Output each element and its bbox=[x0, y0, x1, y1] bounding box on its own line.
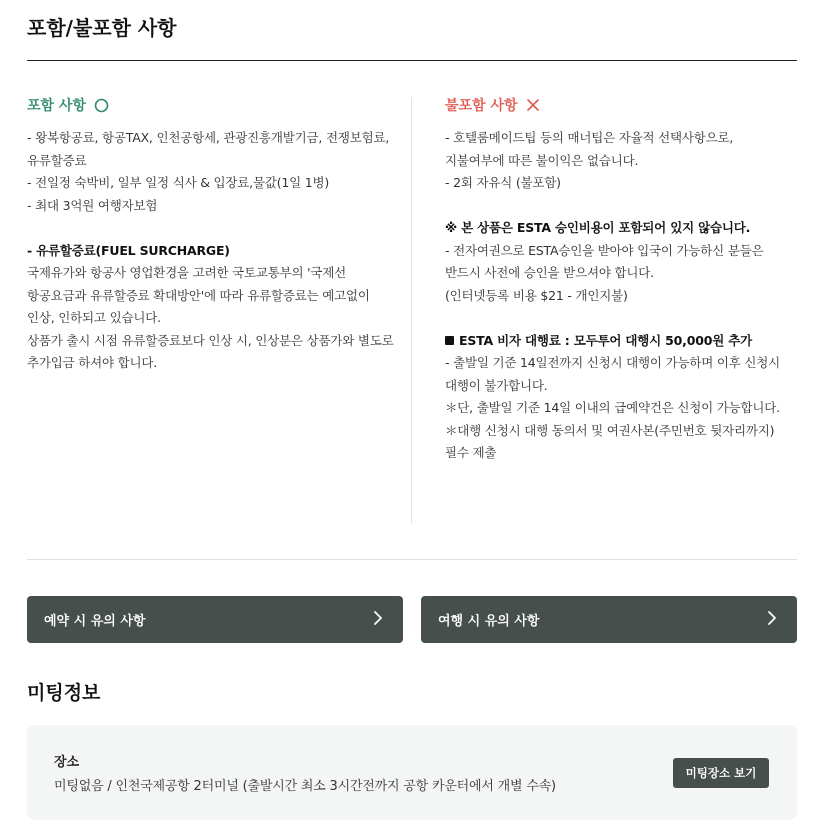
list-item bbox=[445, 442, 805, 465]
list-item-text: 상품가 출시 시점 유류할증료보다 인상 시, 인상분은 상품가와 별도로 bbox=[27, 332, 394, 348]
list-item-text: (인터넷등록 비용 $21 - 개인지불) bbox=[445, 287, 628, 303]
list-item-text: - 2회 자유식 (불포함) bbox=[445, 175, 561, 190]
content-divider bbox=[27, 559, 797, 560]
circle-check-icon bbox=[94, 98, 109, 113]
section-divider bbox=[27, 60, 797, 61]
excluded-list bbox=[445, 127, 805, 465]
list-spacer bbox=[445, 307, 805, 330]
list-item bbox=[445, 172, 805, 195]
list-item-text: 필수 제출 bbox=[445, 445, 497, 460]
list-item bbox=[27, 330, 412, 353]
included-column bbox=[27, 95, 412, 375]
meeting-title: 미팅정보 bbox=[27, 682, 101, 704]
list-item-text: ＊대행 신청시 대행 동의서 및 여권사본(주민번호 뒷자리까지) bbox=[445, 422, 775, 438]
excluded-column bbox=[445, 95, 805, 465]
view-meeting-place-button[interactable]: 미팅장소 보기 bbox=[673, 758, 769, 788]
list-spacer bbox=[27, 217, 412, 240]
chevron-right-icon bbox=[373, 610, 383, 630]
excluded-title: 불포함 사항 bbox=[445, 98, 518, 114]
booking-notice-label: 예약 시 유의 사항 bbox=[44, 614, 146, 629]
list-item bbox=[445, 352, 805, 375]
list-item-text: - 전일정 숙박비, 일부 일정 식사 & 입장료,물값(1일 1병) bbox=[27, 175, 330, 190]
list-item bbox=[445, 375, 805, 398]
list-item bbox=[445, 150, 805, 173]
list-item-text: 국제유가와 항공사 영업환경을 고려한 국토교통부의 '국제선 bbox=[27, 265, 346, 280]
list-item bbox=[445, 330, 805, 353]
list-item bbox=[445, 217, 805, 240]
meeting-place-label: 장소 bbox=[54, 755, 80, 770]
list-item bbox=[27, 172, 412, 195]
square-bullet-icon bbox=[445, 336, 454, 345]
list-item bbox=[445, 397, 805, 420]
list-item-text: ※ 본 상품은 ESTA 승인비용이 포함되어 있지 않습니다. bbox=[445, 220, 751, 235]
meeting-info-box bbox=[27, 725, 797, 820]
list-item-text: 항공요금과 유류할증료 확대방안'에 따라 유류할증료는 예고없이 bbox=[27, 287, 370, 303]
list-item-text: 추가입금 하셔야 합니다. bbox=[27, 355, 158, 370]
list-item-text: ESTA 비자 대행료 : 모두투어 대행시 50,000원 추가 bbox=[459, 332, 752, 348]
list-item bbox=[445, 420, 805, 443]
list-item-text: 유류할증료 bbox=[27, 152, 87, 168]
list-item bbox=[27, 195, 412, 218]
list-item bbox=[445, 262, 805, 285]
chevron-right-icon bbox=[767, 610, 777, 630]
included-header bbox=[27, 95, 412, 115]
list-item bbox=[445, 240, 805, 263]
meeting-place-text: 미팅없음 / 인천국제공항 2터미널 (출발시간 최소 3시간전까지 공항 카운터에서 개별 수속) bbox=[54, 779, 556, 794]
travel-notice-label: 여행 시 유의 사항 bbox=[438, 614, 540, 629]
list-item-text: 인상, 인하되고 있습니다. bbox=[27, 310, 161, 325]
excluded-header bbox=[445, 95, 805, 115]
list-item bbox=[27, 240, 412, 263]
included-title: 포함 사항 bbox=[27, 98, 86, 114]
list-item-text: - 왕복항공료, 항공TAX, 인천공항세, 관광진흥개발기금, 전쟁보험료, bbox=[27, 130, 390, 145]
list-item bbox=[27, 307, 412, 330]
x-icon bbox=[526, 98, 540, 112]
list-item-text: - 전자여권으로 ESTA승인을 받아야 입국이 가능하신 분들은 bbox=[445, 242, 764, 258]
list-item-text: 지불여부에 따른 불이익은 없습니다. bbox=[445, 152, 639, 168]
list-item bbox=[445, 285, 805, 308]
column-divider bbox=[411, 97, 412, 524]
list-item-text: - 유류할증료(FUEL SURCHARGE) bbox=[27, 242, 230, 258]
list-item-text: - 출발일 기준 14일전까지 신청시 대행이 가능하며 이후 신청시 bbox=[445, 355, 781, 370]
list-item bbox=[27, 285, 412, 308]
booking-notice-button[interactable] bbox=[27, 596, 403, 643]
travel-notice-button[interactable] bbox=[421, 596, 797, 643]
list-item bbox=[27, 150, 412, 173]
list-item bbox=[27, 127, 412, 150]
list-item-text: 반드시 사전에 승인을 받으셔야 합니다. bbox=[445, 265, 654, 280]
list-item-text: - 최대 3억원 여행자보험 bbox=[27, 197, 158, 213]
included-list bbox=[27, 127, 412, 375]
list-item bbox=[27, 262, 412, 285]
list-item-text: ＊단, 출발일 기준 14일 이내의 급예약건은 신청이 가능합니다. bbox=[445, 400, 780, 415]
section-title: 포함/불포함 사항 bbox=[27, 16, 177, 40]
list-spacer bbox=[445, 195, 805, 218]
list-item bbox=[445, 127, 805, 150]
list-item-text: 대행이 불가합니다. bbox=[445, 377, 548, 393]
list-item-text: - 호텔룸메이드팁 등의 매너팁은 자율적 선택사항으로, bbox=[445, 130, 734, 145]
list-item bbox=[27, 352, 412, 375]
